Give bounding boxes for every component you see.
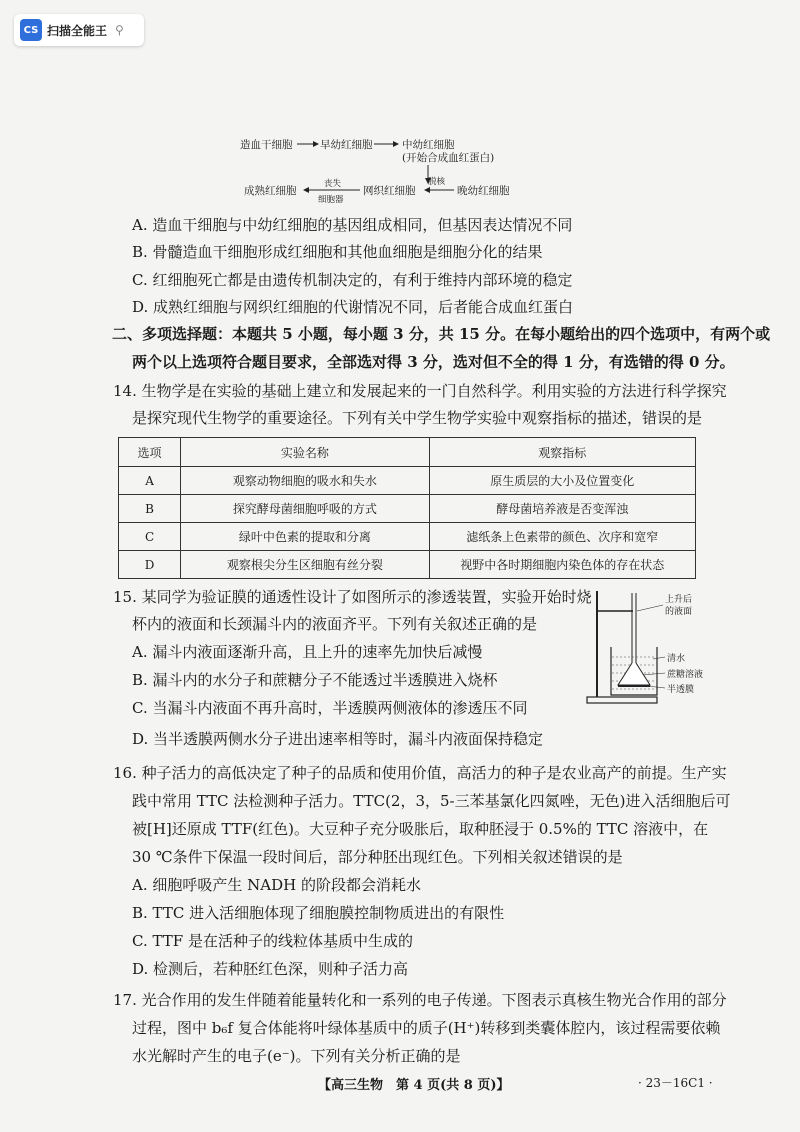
cell-indicator: 酵母菌培养液是否变浑浊 xyxy=(429,495,695,523)
section2-line1: 二、多项选择题：本题共 5 小题，每小题 3 分，共 15 分。在每小题给出的四个选项中，有两个或 xyxy=(112,325,771,343)
node-reticulocyte: 网织红细胞 xyxy=(363,185,416,197)
cs-logo: CS xyxy=(20,19,42,41)
q15-option-b: B. 漏斗内的水分子和蔗糖分子不能透过半透膜进入烧杯 xyxy=(132,671,498,689)
edge-enucleation: 脱核 xyxy=(428,177,446,187)
q14-stem-1: 14. 生物学是在实验的基础上建立和发展起来的一门自然科学。利用实验的方法进行科学探究 xyxy=(113,382,727,400)
cell-indicator: 视野中各时期细胞内染色体的存在状态 xyxy=(429,551,695,579)
cell-experiment: 探究酵母菌细胞呼吸的方式 xyxy=(181,495,430,523)
table-row xyxy=(119,467,696,495)
q16-stem-3: 被[H]还原成 TTF(红色)。大豆种子充分吸胀后，取种胚浸于 0.5%的 TTC 溶液中，在 xyxy=(132,820,709,838)
q16-option-a: A. 细胞呼吸产生 NADH 的阶段都会消耗水 xyxy=(132,876,421,894)
q16-stem-1: 16. 种子活力的高低决定了种子的品质和使用价值，高活力的种子是农业高产的前提。生产实 xyxy=(113,764,727,782)
q17-stem-1: 17. 光合作用的发生伴随着能量转化和一系列的电子传递。下图表示真核生物光合作用的部分 xyxy=(113,991,727,1009)
cell-indicator: 原生质层的大小及位置变化 xyxy=(429,467,695,495)
node-early-erythroblast: 早幼红细胞 xyxy=(320,139,373,151)
q16-option-c: C. TTF 是在活种子的线粒体基质中生成的 xyxy=(132,932,413,950)
q15-stem-2: 杯内的液面和长颈漏斗内的液面齐平。下列有关叙述正确的是 xyxy=(132,615,538,633)
q16-stem-2: 践中常用 TTC 法检测种子活力。TTC(2，3，5-三苯基氯化四氮唑，无色)进入活细胞后可 xyxy=(132,792,731,810)
q14-stem-2: 是探究现代生物学的重要途径。下列有关中学生物学实验中观察指标的描述，错误的是 xyxy=(132,409,703,427)
header-indicator: 观察指标 xyxy=(429,438,695,467)
label-membrane: 半透膜 xyxy=(667,685,695,695)
node-mid-erythroblast: 中幼红细胞 xyxy=(402,139,455,151)
node-mature-rbc: 成熟红细胞 xyxy=(244,185,297,197)
edge-organelles: 细胞器 xyxy=(318,195,344,205)
table-row xyxy=(119,523,696,551)
cell-experiment: 观察动物细胞的吸水和失水 xyxy=(181,467,430,495)
q15-option-d: D. 当半透膜两侧水分子进出速率相等时，漏斗内液面保持稳定 xyxy=(132,730,544,748)
q15-stem-1: 15. 某同学为验证膜的通透性设计了如图所示的渗透装置，实验开始时烧 xyxy=(113,588,592,606)
edge-lose: 丧失 xyxy=(324,179,342,189)
header-experiment: 实验名称 xyxy=(181,438,430,467)
cell-indicator: 滤纸条上色素带的颜色、次序和宽窄 xyxy=(429,523,695,551)
q13-option-c: C. 红细胞死亡都是由遗传机制决定的，有利于维持内部环境的稳定 xyxy=(132,271,573,289)
q17-stem-3: 水光解时产生的电子(e⁻)。下列有关分析正确的是 xyxy=(132,1047,461,1065)
label-raised-level-2: 的液面 xyxy=(665,607,693,617)
label-sucrose: 蔗糖溶液 xyxy=(667,670,704,680)
cell-experiment: 观察根尖分生区细胞有丝分裂 xyxy=(181,551,430,579)
search-icon[interactable]: ⚲ xyxy=(115,23,124,37)
scanner-badge[interactable] xyxy=(14,14,144,46)
node-mid-note: (开始合成血红蛋白) xyxy=(402,152,495,164)
q13-option-b: B. 骨髓造血干细胞形成红细胞和其他血细胞是细胞分化的结果 xyxy=(132,243,543,261)
osmosis-apparatus xyxy=(585,585,704,710)
cell-option: C xyxy=(119,523,181,551)
node-late-erythroblast: 晚幼红细胞 xyxy=(457,185,510,197)
q16-option-d: D. 检测后，若种胚红色深，则种子活力高 xyxy=(132,960,409,978)
q17-stem-2: 过程，图中 b₆f 复合体能将叶绿体基质中的质子(H⁺)转移到类囊体腔内，该过程需要依赖 xyxy=(132,1019,721,1037)
table-header-row xyxy=(119,438,696,467)
cell-option: D xyxy=(119,551,181,579)
app-name: 扫描全能王 xyxy=(47,23,108,38)
q13-option-a: A. 造血干细胞与中幼红细胞的基因组成相同，但基因表达情况不同 xyxy=(132,216,573,234)
label-raised-level-1: 上升后 xyxy=(665,595,693,605)
footer-code: · 23－16C1 · xyxy=(638,1076,713,1090)
header-option: 选项 xyxy=(119,438,181,467)
cell-experiment: 绿叶中色素的提取和分离 xyxy=(181,523,430,551)
footer-page-info: 【高三生物 第 4 页(共 8 页)】 xyxy=(318,1078,510,1093)
cell-option: B xyxy=(119,495,181,523)
erythropoiesis-diagram xyxy=(240,135,580,210)
q15-option-c: C. 当漏斗内液面不再升高时，半透膜两侧液体的渗透压不同 xyxy=(132,699,528,717)
label-water: 清水 xyxy=(667,654,686,664)
q16-stem-4: 30 ℃条件下保温一段时间后，部分种胚出现红色。下列相关叙述错误的是 xyxy=(132,848,623,866)
cell-option: A xyxy=(119,467,181,495)
q15-option-a: A. 漏斗内液面逐渐升高，且上升的速率先加快后减慢 xyxy=(132,643,483,661)
q16-option-b: B. TTC 进入活细胞体现了细胞膜控制物质进出的有限性 xyxy=(132,904,505,922)
q13-option-d: D. 成熟红细胞与网织红细胞的代谢情况不同，后者能合成血红蛋白 xyxy=(132,298,574,316)
q14-table xyxy=(118,437,696,579)
section2-line2: 两个以上选项符合题目要求，全部选对得 3 分，选对但不全的得 1 分，有选错的得 0 分。 xyxy=(132,353,735,371)
table-row xyxy=(119,495,696,523)
table-row xyxy=(119,551,696,579)
node-hsc: 造血干细胞 xyxy=(240,139,293,151)
